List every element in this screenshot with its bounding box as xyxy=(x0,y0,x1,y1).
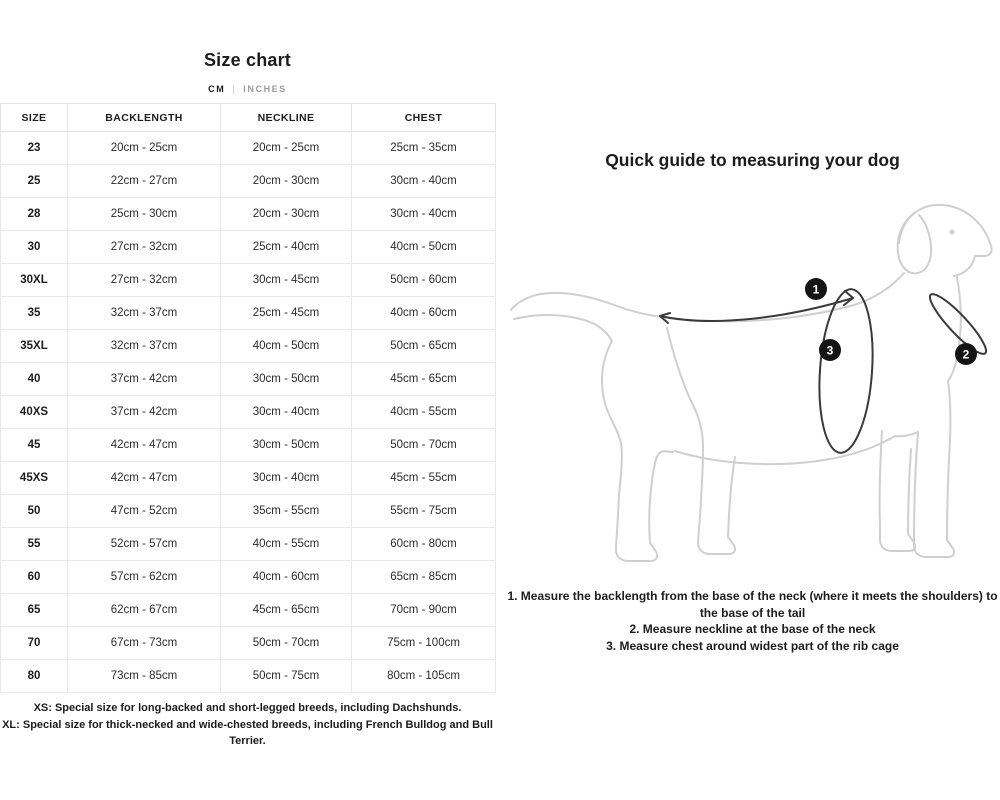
size-cell: 35XL xyxy=(1,330,68,363)
instruction-chest: 3. Measure chest around widest part of the rib cage xyxy=(606,638,899,653)
table-row xyxy=(1,132,496,165)
dog-belly xyxy=(675,436,895,464)
size-cell: 55 xyxy=(1,528,68,561)
measurement-cell: 45cm - 65cm xyxy=(221,594,352,627)
note-xl: XL: Special size for thick-necked and wide-chested breeds, including French Bulldog and Bull Terrier. xyxy=(2,718,493,747)
measurement-cell: 30cm - 50cm xyxy=(221,363,352,396)
measurement-cell: 30cm - 45cm xyxy=(221,264,352,297)
measurement-markers xyxy=(805,278,977,365)
size-table xyxy=(0,103,496,693)
measuring-instructions xyxy=(507,588,998,654)
measurement-cell: 45cm - 55cm xyxy=(352,462,496,495)
unit-separator: | xyxy=(232,84,237,94)
measurement-cell: 22cm - 27cm xyxy=(68,165,221,198)
size-cell: 28 xyxy=(1,198,68,231)
note-xs: XS: Special size for long-backed and short-legged breeds, including Dachshunds. xyxy=(33,702,462,714)
measurement-cell: 67cm - 73cm xyxy=(68,627,221,660)
table-row xyxy=(1,660,496,693)
dog-outline xyxy=(511,205,992,561)
measurement-cell: 80cm - 105cm xyxy=(352,660,496,693)
size-cell: 23 xyxy=(1,132,68,165)
measurement-cell: 52cm - 57cm xyxy=(68,528,221,561)
size-cell: 40 xyxy=(1,363,68,396)
size-cell: 45XS xyxy=(1,462,68,495)
instruction-backlength: 1. Measure the backlength from the base of the neck (where it meets the shoulders) to the base of the tail xyxy=(507,589,998,620)
table-row xyxy=(1,330,496,363)
measurement-cell: 40cm - 60cm xyxy=(352,297,496,330)
measurement-cell: 35cm - 55cm xyxy=(221,495,352,528)
measurement-cell: 27cm - 32cm xyxy=(68,231,221,264)
table-row xyxy=(1,528,496,561)
measurement-cell: 30cm - 40cm xyxy=(352,198,496,231)
measurement-cell: 55cm - 75cm xyxy=(352,495,496,528)
measurement-cell: 32cm - 37cm xyxy=(68,330,221,363)
size-cell: 30 xyxy=(1,231,68,264)
size-cell: 30XL xyxy=(1,264,68,297)
measurement-cell: 30cm - 50cm xyxy=(221,429,352,462)
measurement-cell: 40cm - 50cm xyxy=(221,330,352,363)
size-cell: 50 xyxy=(1,495,68,528)
measurement-cell: 25cm - 35cm xyxy=(352,132,496,165)
table-row xyxy=(1,462,496,495)
table-header-row xyxy=(1,104,496,132)
unit-inches-option[interactable]: INCHES xyxy=(243,84,287,94)
dog-tail xyxy=(514,315,612,341)
size-cell: 70 xyxy=(1,627,68,660)
size-cell: 65 xyxy=(1,594,68,627)
measurement-cell: 25cm - 30cm xyxy=(68,198,221,231)
measuring-guide-panel xyxy=(505,0,1000,800)
size-cell: 60 xyxy=(1,561,68,594)
measurement-cell: 47cm - 52cm xyxy=(68,495,221,528)
table-row xyxy=(1,297,496,330)
measurement-cell: 40cm - 60cm xyxy=(221,561,352,594)
measurement-cell: 50cm - 65cm xyxy=(352,330,496,363)
measurement-cell: 45cm - 65cm xyxy=(352,363,496,396)
measuring-guide-title: Quick guide to measuring your dog xyxy=(605,150,900,170)
column-header: CHEST xyxy=(352,104,496,132)
size-cell: 45 xyxy=(1,429,68,462)
table-row xyxy=(1,264,496,297)
table-row xyxy=(1,561,496,594)
unit-toggle xyxy=(0,84,495,94)
measurement-cell: 25cm - 40cm xyxy=(221,231,352,264)
measurement-cell: 50cm - 75cm xyxy=(221,660,352,693)
measurement-cell: 57cm - 62cm xyxy=(68,561,221,594)
column-header: BACKLENGTH xyxy=(68,104,221,132)
measurement-cell: 30cm - 40cm xyxy=(221,396,352,429)
measurement-cell: 50cm - 70cm xyxy=(352,429,496,462)
measurement-cell: 30cm - 40cm xyxy=(352,165,496,198)
measurement-cell: 42cm - 47cm xyxy=(68,429,221,462)
table-row xyxy=(1,231,496,264)
table-row xyxy=(1,429,496,462)
size-cell: 40XS xyxy=(1,396,68,429)
table-row xyxy=(1,165,496,198)
size-cell: 35 xyxy=(1,297,68,330)
table-row xyxy=(1,495,496,528)
measurement-cell: 50cm - 70cm xyxy=(221,627,352,660)
column-header: NECKLINE xyxy=(221,104,352,132)
size-cell: 25 xyxy=(1,165,68,198)
measurement-cell: 20cm - 30cm xyxy=(221,165,352,198)
column-header: SIZE xyxy=(1,104,68,132)
measurement-cell: 37cm - 42cm xyxy=(68,363,221,396)
measurement-cell: 75cm - 100cm xyxy=(352,627,496,660)
measurement-cell: 70cm - 90cm xyxy=(352,594,496,627)
measurement-cell: 42cm - 47cm xyxy=(68,462,221,495)
dog-illustration xyxy=(505,185,1000,595)
measurement-cell: 32cm - 37cm xyxy=(68,297,221,330)
measurement-cell: 65cm - 85cm xyxy=(352,561,496,594)
table-row xyxy=(1,627,496,660)
size-chart-panel xyxy=(0,0,495,800)
dog-ear xyxy=(898,213,932,273)
size-chart-title: Size chart xyxy=(203,50,292,70)
measurement-cell: 60cm - 80cm xyxy=(352,528,496,561)
dog-front-leg xyxy=(914,381,954,557)
measurement-cell: 27cm - 32cm xyxy=(68,264,221,297)
measurement-cell: 20cm - 25cm xyxy=(221,132,352,165)
measurement-cell: 37cm - 42cm xyxy=(68,396,221,429)
backlength-arrowhead-right xyxy=(844,291,853,305)
table-row xyxy=(1,594,496,627)
measurement-cell: 50cm - 60cm xyxy=(352,264,496,297)
marker-2-label: 2 xyxy=(962,347,970,362)
measurement-cell: 40cm - 55cm xyxy=(352,396,496,429)
measurement-cell: 40cm - 55cm xyxy=(221,528,352,561)
dog-eye xyxy=(950,230,955,235)
measurement-cell: 73cm - 85cm xyxy=(68,660,221,693)
measurement-cell: 62cm - 67cm xyxy=(68,594,221,627)
backlength-arrow xyxy=(660,298,853,321)
marker-3-label: 3 xyxy=(826,343,834,358)
measurement-cell: 40cm - 50cm xyxy=(352,231,496,264)
measurement-cell: 30cm - 40cm xyxy=(221,462,352,495)
table-row xyxy=(1,396,496,429)
measurement-cell: 25cm - 45cm xyxy=(221,297,352,330)
size-notes xyxy=(2,700,493,750)
unit-cm-option[interactable]: CM xyxy=(208,84,226,94)
table-row xyxy=(1,198,496,231)
measurement-cell: 20cm - 25cm xyxy=(68,132,221,165)
measurement-cell: 20cm - 30cm xyxy=(221,198,352,231)
instruction-neckline: 2. Measure neckline at the base of the neck xyxy=(629,622,876,636)
dog-hind-leg xyxy=(602,341,673,561)
size-cell: 80 xyxy=(1,660,68,693)
table-row xyxy=(1,363,496,396)
marker-1-label: 1 xyxy=(812,282,820,297)
